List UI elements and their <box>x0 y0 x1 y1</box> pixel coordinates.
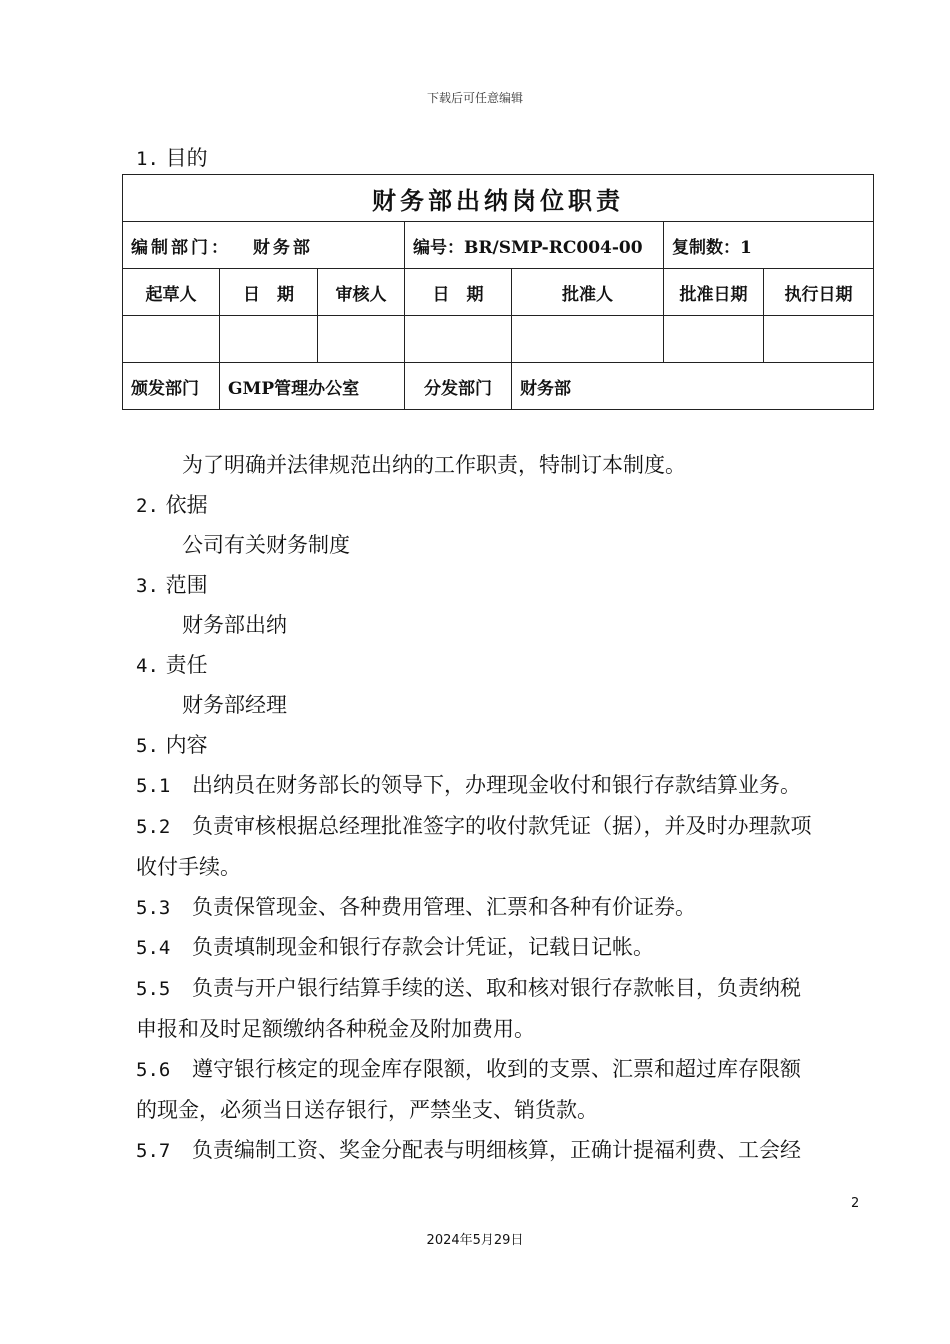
item-text-continued: 的现金，必须当日送存银行，严禁坐支、销货款。 <box>136 1098 598 1122</box>
header-approval-date: 批准日期 <box>664 269 764 316</box>
item-5-4 <box>136 927 876 968</box>
scope-text: 财务部出纳 <box>182 613 287 637</box>
item-5-6 <box>136 1049 876 1130</box>
issue-dept-value: GMP管理办公室 <box>220 363 405 410</box>
item-number: 5.4 <box>136 937 171 959</box>
issue-dept-label: 颁发部门 <box>123 363 220 410</box>
item-text: 负责保管现金、各种费用管理、汇票和各种有价证券。 <box>192 895 696 919</box>
item-text: 出纳员在财务部长的领导下，办理现金收付和银行存款结算业务。 <box>192 773 801 797</box>
header-effective-date: 执行日期 <box>764 269 874 316</box>
section-title: 依据 <box>165 493 208 517</box>
section-title: 范围 <box>165 573 208 597</box>
empty-cell <box>220 316 318 363</box>
section-5-heading <box>136 731 208 760</box>
item-text: 负责与开户银行结算手续的送、取和核对银行存款帐目，负责纳税 <box>192 976 801 1000</box>
section-2-heading <box>136 491 208 520</box>
section-1-heading <box>136 144 208 173</box>
header-date-1: 日 期 <box>220 269 318 316</box>
item-number: 5.7 <box>136 1140 171 1162</box>
item-text: 遵守银行核定的现金库存限额，收到的支票、汇票和超过库存限额 <box>192 1057 801 1081</box>
header-date-2: 日 期 <box>405 269 512 316</box>
empty-cell <box>664 316 764 363</box>
document-control-table <box>122 174 874 410</box>
item-text: 负责编制工资、奖金分配表与明细核算，正确计提福利费、工会经 <box>192 1138 801 1162</box>
item-number: 5.5 <box>136 978 171 1000</box>
item-5-5 <box>136 968 876 1049</box>
dept-label: 编制部门： <box>131 237 231 258</box>
responsibility-text: 财务部经理 <box>182 693 287 717</box>
empty-cell <box>318 316 405 363</box>
dept-cell <box>123 222 405 269</box>
footer-date: 2024年5月29日 <box>426 1233 524 1248</box>
item-number: 5.2 <box>136 816 171 838</box>
section-number: 5. <box>136 735 159 757</box>
item-5-7 <box>136 1130 876 1171</box>
item-5-1 <box>136 765 876 806</box>
copies-cell: 复制数：1 <box>664 222 874 269</box>
header-reviewer: 审核人 <box>318 269 405 316</box>
section-number: 1. <box>136 148 159 170</box>
basis-text: 公司有关财务制度 <box>182 533 350 557</box>
section-3-heading <box>136 571 208 600</box>
item-text-continued: 申报和及时足额缴纳各种税金及附加费用。 <box>136 1017 535 1041</box>
section-number: 4. <box>136 655 159 677</box>
item-number: 5.6 <box>136 1059 171 1081</box>
section-number: 2. <box>136 495 159 517</box>
item-5-2 <box>136 806 876 887</box>
header-note: 下载后可任意编辑 <box>426 91 523 105</box>
item-number: 5.1 <box>136 775 171 797</box>
empty-cell <box>512 316 664 363</box>
page-number: 2 <box>851 1196 860 1211</box>
dist-dept-label: 分发部门 <box>405 363 512 410</box>
dept-value: 财务部 <box>252 237 313 258</box>
header-drafter: 起草人 <box>123 269 220 316</box>
dist-dept-value: 财务部 <box>512 363 874 410</box>
item-text: 负责审核根据总经理批准签字的收付款凭证（据），并及时办理款项 <box>192 814 812 838</box>
purpose-text: 为了明确并法律规范出纳的工作职责，特制订本制度。 <box>182 453 686 477</box>
header-approver: 批准人 <box>512 269 664 316</box>
item-5-3 <box>136 887 876 928</box>
section-title: 责任 <box>165 653 208 677</box>
code-cell: 编号：BR/SMP-RC004-00 <box>405 222 664 269</box>
empty-cell <box>123 316 220 363</box>
item-text-continued: 收付手续。 <box>136 855 241 879</box>
section-4-heading <box>136 651 208 680</box>
section-title: 目的 <box>165 146 208 170</box>
item-text: 负责填制现金和银行存款会计凭证，记载日记帐。 <box>192 935 654 959</box>
table-title: 财务部出纳岗位职责 <box>123 175 874 222</box>
section-title: 内容 <box>165 733 208 757</box>
empty-cell <box>405 316 512 363</box>
item-number: 5.3 <box>136 897 171 919</box>
empty-cell <box>764 316 874 363</box>
section-number: 3. <box>136 575 159 597</box>
